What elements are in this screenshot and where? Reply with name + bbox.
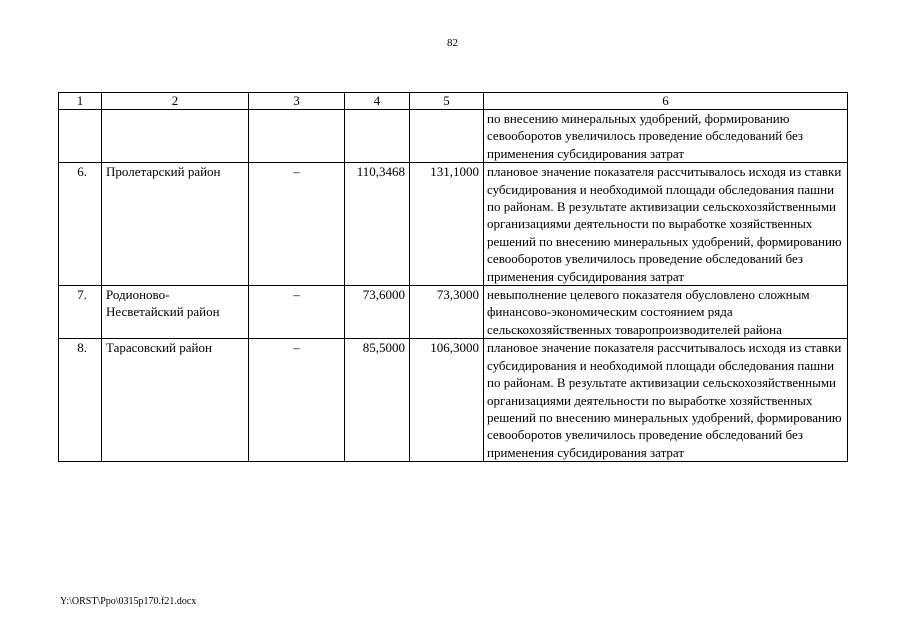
- table-header-row: [59, 93, 848, 110]
- plan-value: [345, 110, 410, 163]
- explanation-text: по внесению минеральных удобрений, формированию севооборотов увеличилось проведение обследований без применения субсидирования затрат: [484, 110, 848, 163]
- column-3-value: –: [249, 339, 345, 462]
- table-row: [59, 286, 848, 339]
- fact-value: 106,3000: [410, 339, 484, 462]
- fact-value: 73,3000: [410, 286, 484, 339]
- table-row: [59, 163, 848, 286]
- table-row: [59, 110, 848, 163]
- district-name: Тарасовский район: [102, 339, 249, 462]
- column-header-6: 6: [484, 93, 848, 110]
- explanation-text: невыполнение целевого показателя обусловлено сложным финансово-экономическим состоянием ряда сельскохозяйственных товаропроизводителей района: [484, 286, 848, 339]
- district-name: Пролетарский район: [102, 163, 249, 286]
- district-name: Родионово-Несветайский район: [102, 286, 249, 339]
- footer-file-path: Y:\ORST\Ppo\0315p170.f21.docx: [60, 596, 197, 607]
- column-header-5: 5: [410, 93, 484, 110]
- fact-value: 131,1000: [410, 163, 484, 286]
- plan-value: 73,6000: [345, 286, 410, 339]
- fact-value: [410, 110, 484, 163]
- explanation-text: плановое значение показателя рассчитывалось исходя из ставки субсидирования и необходимой площади обследования пашни по районам. В результате активизации сельскохозяйственными организациями деятельности по выработке хозяйственных решений по внесению минеральных удобрений, формированию севооборотов увеличилось проведение обследований без применения субсидирования затрат: [484, 339, 848, 462]
- page-number: 82: [447, 37, 458, 49]
- row-number: 6.: [59, 163, 102, 286]
- column-header-2: 2: [102, 93, 249, 110]
- column-3-value: [249, 110, 345, 163]
- column-header-1: 1: [59, 93, 102, 110]
- district-name: [102, 110, 249, 163]
- explanation-text: плановое значение показателя рассчитывалось исходя из ставки субсидирования и необходимой площади обследования пашни по районам. В результате активизации сельскохозяйственными организациями деятельности по выработке хозяйственных решений по внесению минеральных удобрений, формированию севооборотов увеличилось проведение обследований без применения субсидирования затрат: [484, 163, 848, 286]
- row-number: 7.: [59, 286, 102, 339]
- plan-value: 85,5000: [345, 339, 410, 462]
- column-header-3: 3: [249, 93, 345, 110]
- table-row: [59, 339, 848, 462]
- column-header-4: 4: [345, 93, 410, 110]
- column-3-value: –: [249, 163, 345, 286]
- data-table: [58, 92, 848, 462]
- row-number: [59, 110, 102, 163]
- column-3-value: –: [249, 286, 345, 339]
- row-number: 8.: [59, 339, 102, 462]
- plan-value: 110,3468: [345, 163, 410, 286]
